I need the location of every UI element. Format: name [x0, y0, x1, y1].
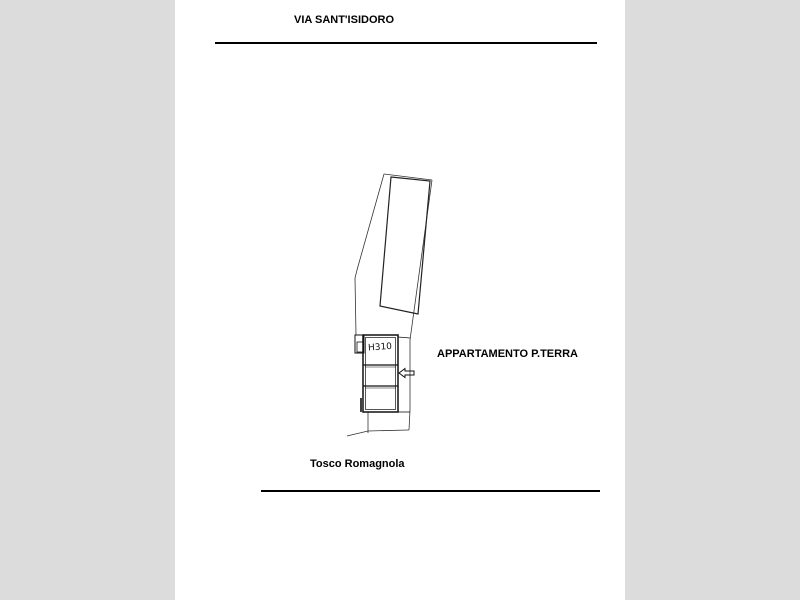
boundary-left-edge [355, 174, 384, 335]
boundary-bottom-edge [347, 430, 409, 436]
unit-label: APPARTAMENTO P.TERRA [437, 348, 578, 360]
handwritten-height-label: H310 [367, 341, 393, 354]
boundary-right-edge [409, 180, 432, 430]
entrance-arrow-icon [399, 369, 414, 378]
apartment-top-connector [398, 337, 410, 338]
building-outline [380, 177, 430, 314]
street-name-top: VIA SANT'ISIDORO [294, 14, 394, 26]
bottom-street-rule [261, 490, 600, 492]
annex-inner-square [357, 342, 363, 352]
top-street-rule [215, 42, 597, 44]
street-name-bottom: Tosco Romagnola [310, 458, 405, 470]
